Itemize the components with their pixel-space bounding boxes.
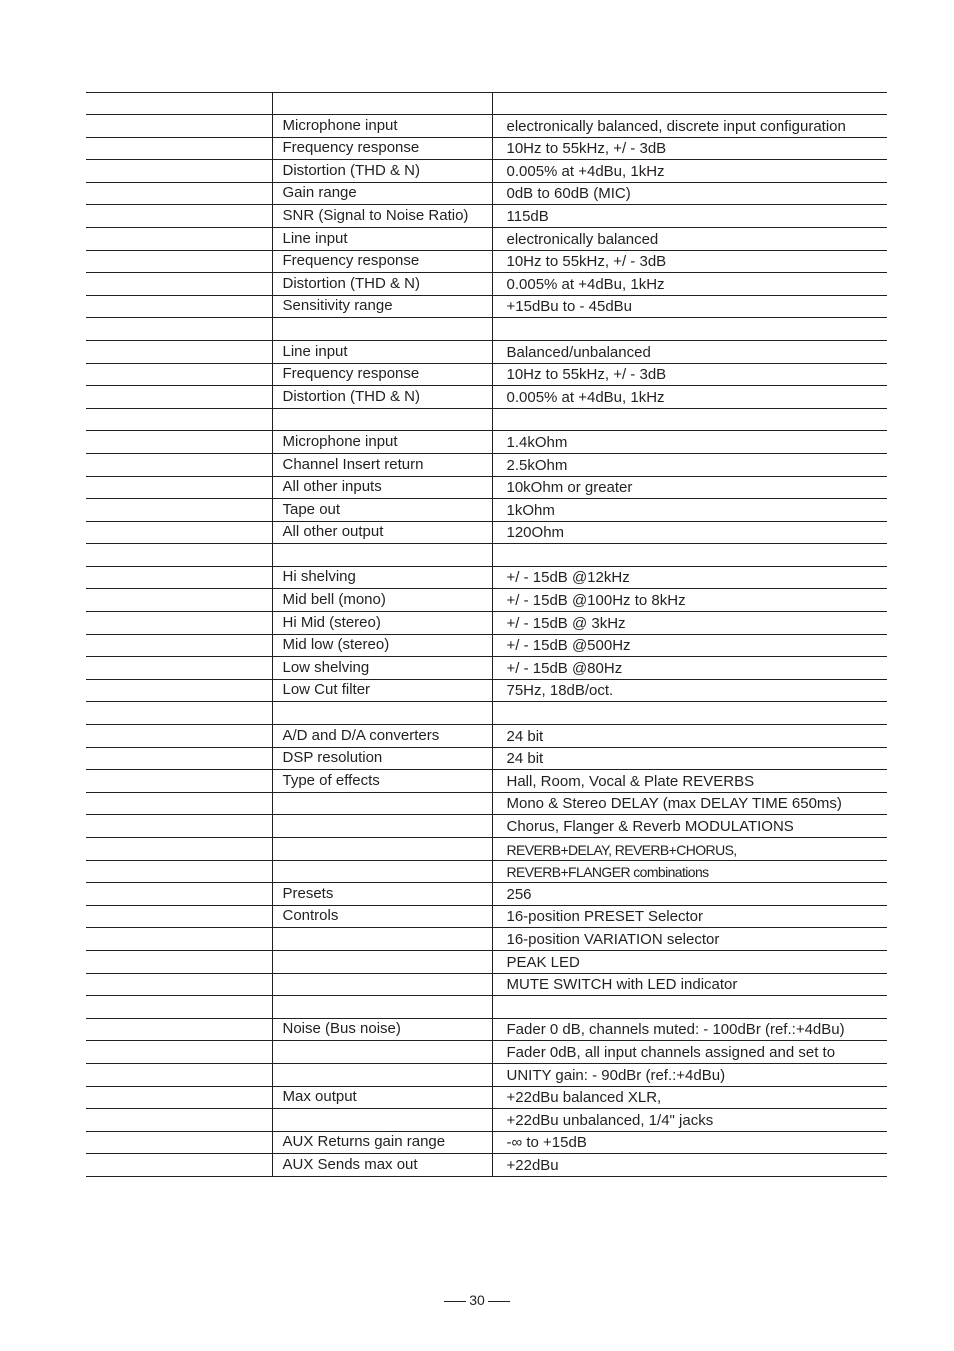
- spec-row: [86, 770, 887, 793]
- spec-value-cell: 16-position PRESET Selector: [492, 905, 887, 928]
- spec-group-cell: [86, 612, 272, 635]
- spec-parameter-cell: All other output: [272, 521, 492, 544]
- spec-parameter-cell: All other inputs: [272, 476, 492, 499]
- spec-row: [86, 973, 887, 996]
- spec-row: [86, 725, 887, 748]
- spec-group-cell: [86, 182, 272, 205]
- spec-group-cell: [86, 634, 272, 657]
- spec-group-cell: [86, 905, 272, 928]
- page-number: 30: [469, 1292, 485, 1308]
- spec-parameter-cell: Controls: [272, 905, 492, 928]
- spec-group-cell: [86, 973, 272, 996]
- spec-group-cell: [86, 431, 272, 454]
- spec-value-cell: Chorus, Flanger & Reverb MODULATIONS: [492, 815, 887, 838]
- spec-group-cell: [86, 250, 272, 273]
- spec-row: [86, 1131, 887, 1154]
- spec-row: [86, 227, 887, 250]
- spec-value-cell: PEAK LED: [492, 950, 887, 973]
- spec-value-cell: REVERB+DELAY, REVERB+CHORUS,: [492, 838, 887, 861]
- spec-parameter-cell: Distortion (THD & N): [272, 386, 492, 409]
- spec-row: [86, 205, 887, 228]
- spec-row: [86, 996, 887, 1019]
- spec-parameter-cell: Gain range: [272, 182, 492, 205]
- spec-group-cell: [86, 521, 272, 544]
- spec-parameter-cell: [272, 408, 492, 431]
- spec-group-cell: [86, 1109, 272, 1132]
- spec-row: [86, 363, 887, 386]
- spec-parameter-cell: [272, 93, 492, 115]
- spec-row: [86, 93, 887, 115]
- spec-parameter-cell: [272, 860, 492, 883]
- spec-group-cell: [86, 1131, 272, 1154]
- spec-parameter-cell: Noise (Bus noise): [272, 1018, 492, 1041]
- spec-parameter-cell: Microphone input: [272, 431, 492, 454]
- spec-value-cell: [492, 318, 887, 341]
- spec-parameter-cell: [272, 838, 492, 861]
- spec-value-cell: 75Hz, 18dB/oct.: [492, 679, 887, 702]
- spec-parameter-cell: SNR (Signal to Noise Ratio): [272, 205, 492, 228]
- spec-row: [86, 1063, 887, 1086]
- spec-group-cell: [86, 386, 272, 409]
- spec-parameter-cell: Mid low (stereo): [272, 634, 492, 657]
- spec-value-cell: +/ - 15dB @100Hz to 8kHz: [492, 589, 887, 612]
- spec-parameter-cell: Presets: [272, 883, 492, 906]
- spec-group-cell: [86, 499, 272, 522]
- spec-parameter-cell: [272, 950, 492, 973]
- spec-value-cell: [492, 702, 887, 725]
- spec-value-cell: UNITY gain: - 90dBr (ref.:+4dBu): [492, 1063, 887, 1086]
- spec-row: [86, 386, 887, 409]
- spec-parameter-cell: [272, 318, 492, 341]
- spec-parameter-cell: [272, 996, 492, 1019]
- spec-value-cell: 16-position VARIATION selector: [492, 928, 887, 951]
- spec-row: [86, 815, 887, 838]
- spec-parameter-cell: Type of effects: [272, 770, 492, 793]
- spec-parameter-cell: DSP resolution: [272, 747, 492, 770]
- spec-value-cell: Mono & Stereo DELAY (max DELAY TIME 650ms): [492, 792, 887, 815]
- spec-value-cell: 0.005% at +4dBu, 1kHz: [492, 386, 887, 409]
- spec-row: [86, 1154, 887, 1177]
- spec-group-cell: [86, 544, 272, 567]
- spec-group-cell: [86, 137, 272, 160]
- spec-group-cell: [86, 883, 272, 906]
- spec-row: [86, 566, 887, 589]
- spec-parameter-cell: Tape out: [272, 499, 492, 522]
- spec-parameter-cell: [272, 928, 492, 951]
- spec-value-cell: +/ - 15dB @500Hz: [492, 634, 887, 657]
- spec-row: [86, 634, 887, 657]
- spec-parameter-cell: Frequency response: [272, 363, 492, 386]
- spec-value-cell: 10kOhm or greater: [492, 476, 887, 499]
- spec-row: [86, 544, 887, 567]
- spec-row: [86, 408, 887, 431]
- spec-row: [86, 747, 887, 770]
- spec-row: [86, 702, 887, 725]
- spec-value-cell: 0dB to 60dB (MIC): [492, 182, 887, 205]
- spec-row: [86, 612, 887, 635]
- spec-parameter-cell: Distortion (THD & N): [272, 273, 492, 296]
- spec-value-cell: [492, 93, 887, 115]
- spec-parameter-cell: Mid bell (mono): [272, 589, 492, 612]
- spec-group-cell: [86, 273, 272, 296]
- spec-group-cell: [86, 1063, 272, 1086]
- spec-value-cell: electronically balanced, discrete input configuration: [492, 115, 887, 138]
- spec-parameter-cell: AUX Sends max out: [272, 1154, 492, 1177]
- spec-row: [86, 318, 887, 341]
- spec-row: [86, 1109, 887, 1132]
- spec-value-cell: MUTE SWITCH with LED indicator: [492, 973, 887, 996]
- spec-value-cell: [492, 408, 887, 431]
- spec-parameter-cell: Line input: [272, 227, 492, 250]
- spec-group-cell: [86, 679, 272, 702]
- spec-group-cell: [86, 657, 272, 680]
- spec-group-cell: [86, 815, 272, 838]
- spec-parameter-cell: Channel Insert return: [272, 453, 492, 476]
- spec-value-cell: electronically balanced: [492, 227, 887, 250]
- spec-value-cell: 0.005% at +4dBu, 1kHz: [492, 160, 887, 183]
- spec-value-cell: [492, 544, 887, 567]
- spec-row: [86, 928, 887, 951]
- spec-row: [86, 905, 887, 928]
- spec-group-cell: [86, 318, 272, 341]
- spec-group-cell: [86, 1041, 272, 1064]
- spec-value-cell: 1kOhm: [492, 499, 887, 522]
- spec-row: [86, 657, 887, 680]
- spec-parameter-cell: Hi Mid (stereo): [272, 612, 492, 635]
- spec-row: [86, 115, 887, 138]
- spec-group-cell: [86, 566, 272, 589]
- spec-value-cell: Fader 0 dB, channels muted: - 100dBr (ref.:+4dBu): [492, 1018, 887, 1041]
- spec-value-cell: +/ - 15dB @ 3kHz: [492, 612, 887, 635]
- spec-parameter-cell: [272, 1109, 492, 1132]
- spec-parameter-cell: [272, 792, 492, 815]
- spec-parameter-cell: AUX Returns gain range: [272, 1131, 492, 1154]
- spec-row: [86, 1086, 887, 1109]
- spec-value-cell: +/ - 15dB @12kHz: [492, 566, 887, 589]
- spec-value-cell: 10Hz to 55kHz, +/ - 3dB: [492, 137, 887, 160]
- spec-parameter-cell: [272, 1041, 492, 1064]
- spec-group-cell: [86, 1086, 272, 1109]
- spec-group-cell: [86, 93, 272, 115]
- spec-parameter-cell: [272, 1063, 492, 1086]
- spec-parameter-cell: Max output: [272, 1086, 492, 1109]
- spec-row: [86, 295, 887, 318]
- spec-row: [86, 679, 887, 702]
- spec-row: [86, 589, 887, 612]
- spec-row: [86, 250, 887, 273]
- spec-parameter-cell: Low Cut filter: [272, 679, 492, 702]
- spec-group-cell: [86, 950, 272, 973]
- spec-parameter-cell: [272, 702, 492, 725]
- spec-group-cell: [86, 295, 272, 318]
- spec-group-cell: [86, 227, 272, 250]
- spec-group-cell: [86, 476, 272, 499]
- spec-row: [86, 273, 887, 296]
- spec-row: [86, 160, 887, 183]
- spec-parameter-cell: Hi shelving: [272, 566, 492, 589]
- spec-value-cell: REVERB+FLANGER combinations: [492, 860, 887, 883]
- spec-group-cell: [86, 996, 272, 1019]
- page-footer: [0, 1292, 954, 1308]
- spec-group-cell: [86, 589, 272, 612]
- spec-parameter-cell: Frequency response: [272, 137, 492, 160]
- spec-parameter-cell: [272, 544, 492, 567]
- spec-group-cell: [86, 115, 272, 138]
- spec-parameter-cell: Sensitivity range: [272, 295, 492, 318]
- spec-row: [86, 883, 887, 906]
- spec-value-cell: 10Hz to 55kHz, +/ - 3dB: [492, 363, 887, 386]
- spec-group-cell: [86, 792, 272, 815]
- spec-value-cell: 24 bit: [492, 725, 887, 748]
- spec-value-cell: 0.005% at +4dBu, 1kHz: [492, 273, 887, 296]
- spec-row: [86, 521, 887, 544]
- spec-row: [86, 838, 887, 861]
- specifications-body: [86, 93, 887, 1177]
- spec-value-cell: 10Hz to 55kHz, +/ - 3dB: [492, 250, 887, 273]
- spec-value-cell: +22dBu: [492, 1154, 887, 1177]
- spec-group-cell: [86, 453, 272, 476]
- spec-parameter-cell: Low shelving: [272, 657, 492, 680]
- spec-value-cell: +/ - 15dB @80Hz: [492, 657, 887, 680]
- spec-group-cell: [86, 928, 272, 951]
- spec-group-cell: [86, 838, 272, 861]
- spec-group-cell: [86, 160, 272, 183]
- spec-parameter-cell: Microphone input: [272, 115, 492, 138]
- spec-parameter-cell: Line input: [272, 340, 492, 363]
- footer-rule-right: [488, 1301, 510, 1302]
- spec-parameter-cell: A/D and D/A converters: [272, 725, 492, 748]
- spec-group-cell: [86, 770, 272, 793]
- spec-row: [86, 1018, 887, 1041]
- spec-row: [86, 453, 887, 476]
- spec-value-cell: 115dB: [492, 205, 887, 228]
- spec-value-cell: 120Ohm: [492, 521, 887, 544]
- spec-value-cell: 256: [492, 883, 887, 906]
- spec-value-cell: Balanced/unbalanced: [492, 340, 887, 363]
- spec-row: [86, 182, 887, 205]
- spec-group-cell: [86, 408, 272, 431]
- spec-group-cell: [86, 1154, 272, 1177]
- spec-parameter-cell: Distortion (THD & N): [272, 160, 492, 183]
- specifications-table: [86, 92, 887, 1177]
- footer-rule-left: [444, 1301, 466, 1302]
- spec-value-cell: +22dBu balanced XLR,: [492, 1086, 887, 1109]
- spec-group-cell: [86, 363, 272, 386]
- spec-value-cell: -∞ to +15dB: [492, 1131, 887, 1154]
- spec-parameter-cell: [272, 815, 492, 838]
- spec-group-cell: [86, 1018, 272, 1041]
- spec-group-cell: [86, 340, 272, 363]
- spec-row: [86, 499, 887, 522]
- spec-row: [86, 950, 887, 973]
- spec-row: [86, 340, 887, 363]
- spec-value-cell: Hall, Room, Vocal & Plate REVERBS: [492, 770, 887, 793]
- spec-parameter-cell: Frequency response: [272, 250, 492, 273]
- spec-row: [86, 137, 887, 160]
- spec-row: [86, 1041, 887, 1064]
- spec-group-cell: [86, 702, 272, 725]
- spec-row: [86, 792, 887, 815]
- spec-value-cell: 24 bit: [492, 747, 887, 770]
- spec-value-cell: +22dBu unbalanced, 1/4" jacks: [492, 1109, 887, 1132]
- spec-row: [86, 860, 887, 883]
- spec-group-cell: [86, 747, 272, 770]
- spec-value-cell: +15dBu to - 45dBu: [492, 295, 887, 318]
- spec-group-cell: [86, 205, 272, 228]
- spec-value-cell: Fader 0dB, all input channels assigned and set to: [492, 1041, 887, 1064]
- spec-value-cell: 1.4kOhm: [492, 431, 887, 454]
- spec-group-cell: [86, 725, 272, 748]
- spec-parameter-cell: [272, 973, 492, 996]
- spec-row: [86, 476, 887, 499]
- spec-value-cell: 2.5kOhm: [492, 453, 887, 476]
- spec-row: [86, 431, 887, 454]
- spec-group-cell: [86, 860, 272, 883]
- spec-value-cell: [492, 996, 887, 1019]
